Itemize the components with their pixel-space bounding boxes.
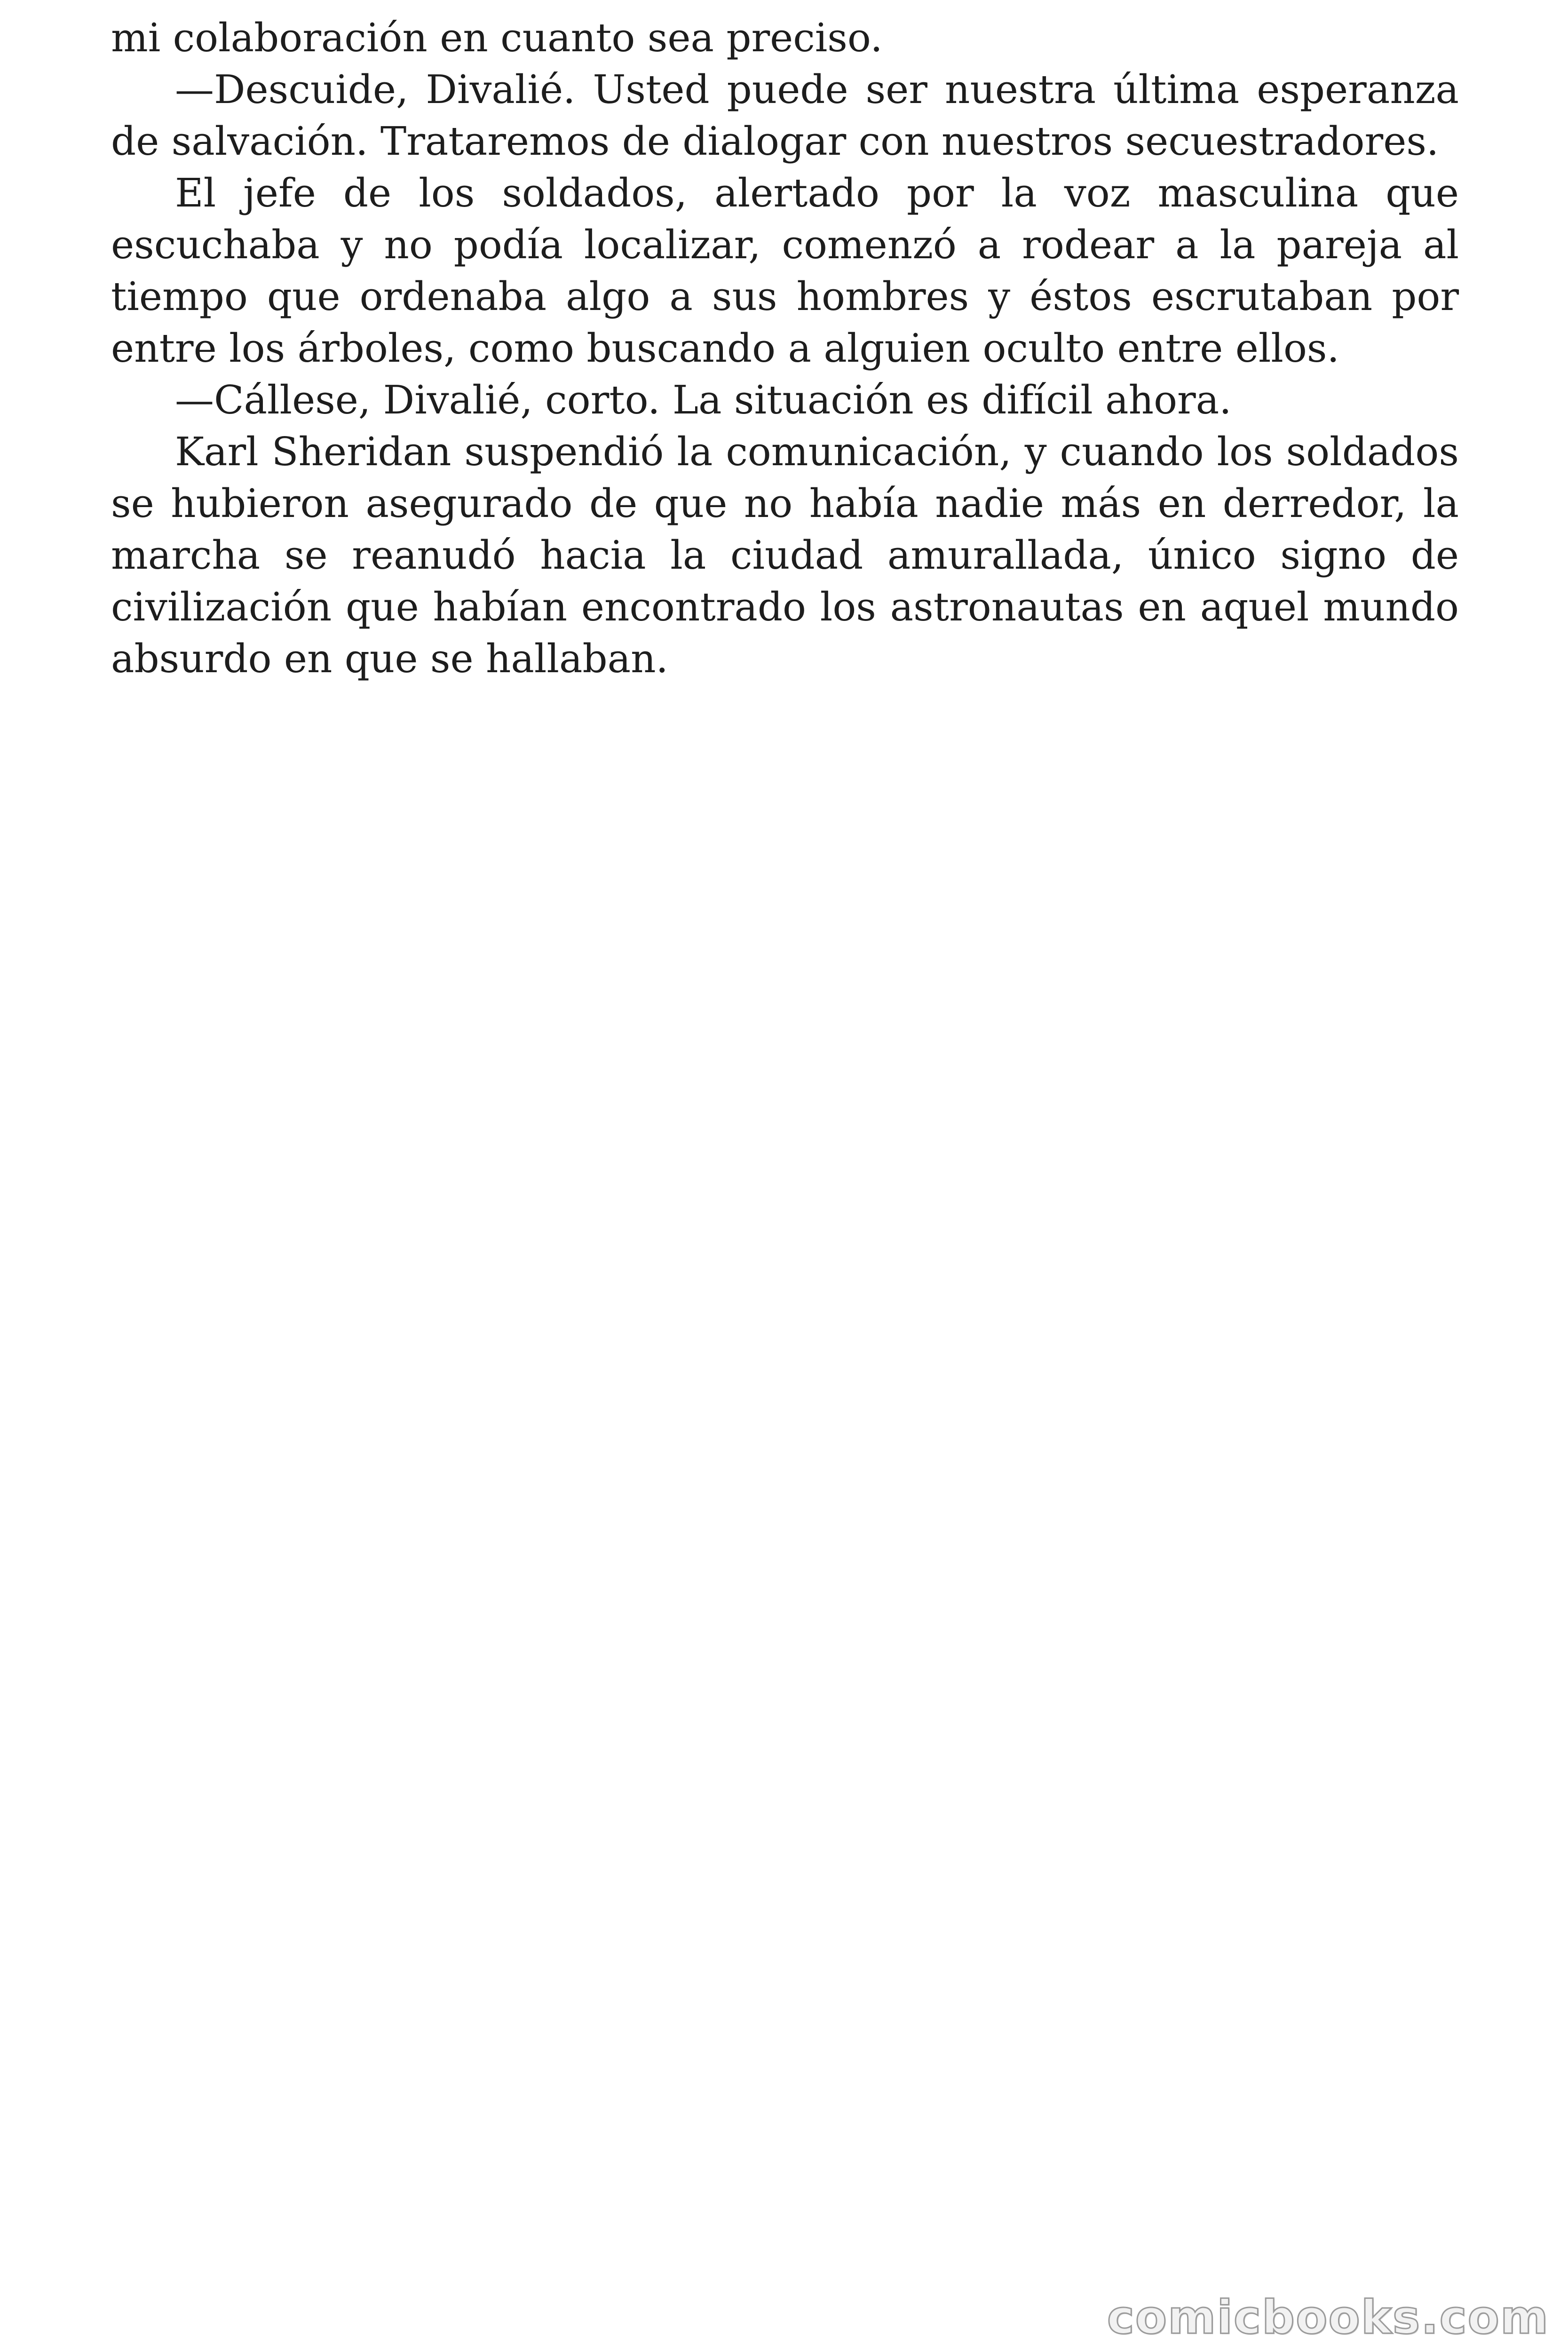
paragraph-5: Karl Sheridan suspendió la comunicación, y cuando los soldados se hubieron asegurado de que no había nadie más en derredor, la marcha se reanudó hacia la ciudad amurallada, único signo de civilización que habían encontrado los astronautas en aquel mundo absurdo en que se hallaban.	[111, 429, 1459, 682]
paragraph-2: —Descuide, Divalié. Usted puede ser nuestra última esperanza de salvación. Trataremos de dialogar con nuestros secuestradores.	[111, 67, 1459, 164]
paragraph-3: El jefe de los soldados, alertado por la voz masculina que escuchaba y no podía localizar, comenzó a rodear a la pareja al tiempo que ordenaba algo a sus hombres y éstos escrutaban por entre los árboles, como buscando a alguien oculto entre ellos.	[111, 170, 1459, 371]
paragraph-4: —Cállese, Divalié, corto. La situación es difícil ahora.	[175, 377, 1232, 423]
paragraph-1: mi colaboración en cuanto sea preciso.	[111, 15, 883, 61]
body-text	[111, 12, 1459, 685]
site-watermark: comicbooks.com	[1107, 2291, 1549, 2344]
